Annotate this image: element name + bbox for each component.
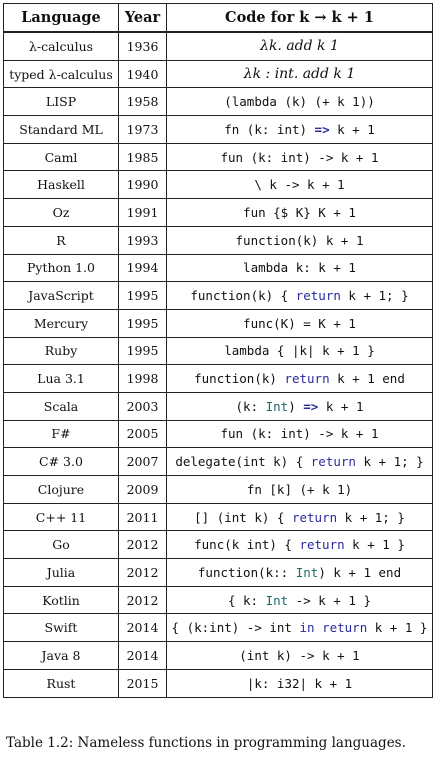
- table-row: [4, 143, 433, 171]
- language-cell: λ-calculus: [4, 32, 119, 60]
- language-cell: LISP: [4, 88, 119, 116]
- language-cell: Standard ML: [4, 116, 119, 144]
- code-cell: fun (k: int) -> k + 1: [167, 143, 433, 171]
- language-cell: F#: [4, 420, 119, 448]
- language-cell: typed λ-calculus: [4, 60, 119, 88]
- table-row: [4, 669, 433, 697]
- year-cell: 1995: [119, 309, 167, 337]
- code-cell: fun (k: int) -> k + 1: [167, 420, 433, 448]
- language-cell: Kotlin: [4, 586, 119, 614]
- table-row: [4, 642, 433, 670]
- code-cell: (k: Int) => k + 1: [167, 392, 433, 420]
- code-cell: |k: i32| k + 1: [167, 669, 433, 697]
- table-row: [4, 586, 433, 614]
- language-cell: Java 8: [4, 642, 119, 670]
- table-row: [4, 503, 433, 531]
- year-cell: 2014: [119, 642, 167, 670]
- table-row: [4, 226, 433, 254]
- year-cell: 2003: [119, 392, 167, 420]
- table-row: [4, 392, 433, 420]
- language-cell: C# 3.0: [4, 448, 119, 476]
- table-row: [4, 32, 433, 60]
- code-cell: func(k int) { return k + 1 }: [167, 531, 433, 559]
- code-cell: lambda { |k| k + 1 }: [167, 337, 433, 365]
- language-cell: Julia: [4, 559, 119, 587]
- language-cell: Go: [4, 531, 119, 559]
- code-cell: { k: Int -> k + 1 }: [167, 586, 433, 614]
- code-cell: (int k) -> k + 1: [167, 642, 433, 670]
- year-cell: 1995: [119, 337, 167, 365]
- language-cell: Lua 3.1: [4, 365, 119, 393]
- code-cell: fn [k] (+ k 1): [167, 476, 433, 504]
- code-cell: function(k) { return k + 1; }: [167, 282, 433, 310]
- year-cell: 1936: [119, 32, 167, 60]
- year-cell: 2012: [119, 559, 167, 587]
- code-cell: function(k) k + 1: [167, 226, 433, 254]
- table-row: [4, 116, 433, 144]
- code-cell: [] (int k) { return k + 1; }: [167, 503, 433, 531]
- year-cell: 1995: [119, 282, 167, 310]
- table-caption: Table 1.2: Nameless functions in programming languages.: [6, 735, 406, 751]
- code-cell: { (k:int) -> int in return k + 1 }: [167, 614, 433, 642]
- year-cell: 1940: [119, 60, 167, 88]
- language-cell: Clojure: [4, 476, 119, 504]
- year-cell: 2015: [119, 669, 167, 697]
- year-cell: 1958: [119, 88, 167, 116]
- year-cell: 1993: [119, 226, 167, 254]
- year-cell: 2012: [119, 586, 167, 614]
- code-cell: fun {$ K} K + 1: [167, 199, 433, 227]
- table-row: [4, 365, 433, 393]
- table-row: [4, 199, 433, 227]
- table-row: [4, 309, 433, 337]
- table-body: [4, 32, 433, 697]
- header-code: Code for k → k + 1: [167, 4, 433, 33]
- language-cell: Oz: [4, 199, 119, 227]
- year-cell: 1973: [119, 116, 167, 144]
- header-language: Language: [4, 4, 119, 33]
- table-row: [4, 88, 433, 116]
- nameless-functions-table: [3, 3, 433, 698]
- language-cell: Scala: [4, 392, 119, 420]
- header-year: Year: [119, 4, 167, 33]
- table-row: [4, 420, 433, 448]
- language-cell: Rust: [4, 669, 119, 697]
- year-cell: 2014: [119, 614, 167, 642]
- year-cell: 1991: [119, 199, 167, 227]
- year-cell: 2011: [119, 503, 167, 531]
- code-cell: fn (k: int) => k + 1: [167, 116, 433, 144]
- year-cell: 2009: [119, 476, 167, 504]
- language-cell: Python 1.0: [4, 254, 119, 282]
- code-cell: λk. add k 1: [167, 32, 433, 60]
- code-cell: func(K) = K + 1: [167, 309, 433, 337]
- code-cell: delegate(int k) { return k + 1; }: [167, 448, 433, 476]
- table-row: [4, 171, 433, 199]
- table-row: [4, 337, 433, 365]
- language-cell: Mercury: [4, 309, 119, 337]
- year-cell: 2007: [119, 448, 167, 476]
- table-row: [4, 60, 433, 88]
- code-cell: (lambda (k) (+ k 1)): [167, 88, 433, 116]
- table-row: [4, 559, 433, 587]
- table-row: [4, 254, 433, 282]
- table-row: [4, 531, 433, 559]
- code-cell: function(k) return k + 1 end: [167, 365, 433, 393]
- language-cell: JavaScript: [4, 282, 119, 310]
- language-cell: Caml: [4, 143, 119, 171]
- year-cell: 1985: [119, 143, 167, 171]
- language-cell: Haskell: [4, 171, 119, 199]
- language-cell: Ruby: [4, 337, 119, 365]
- year-cell: 1994: [119, 254, 167, 282]
- code-cell: λk : int. add k 1: [167, 60, 433, 88]
- language-cell: C++ 11: [4, 503, 119, 531]
- code-cell: lambda k: k + 1: [167, 254, 433, 282]
- table-row: [4, 614, 433, 642]
- table-row: [4, 476, 433, 504]
- language-cell: R: [4, 226, 119, 254]
- table-header-row: [4, 4, 433, 33]
- table-row: [4, 282, 433, 310]
- table-row: [4, 448, 433, 476]
- code-cell: function(k:: Int) k + 1 end: [167, 559, 433, 587]
- year-cell: 1990: [119, 171, 167, 199]
- year-cell: 2012: [119, 531, 167, 559]
- year-cell: 1998: [119, 365, 167, 393]
- year-cell: 2005: [119, 420, 167, 448]
- code-cell: \ k -> k + 1: [167, 171, 433, 199]
- language-cell: Swift: [4, 614, 119, 642]
